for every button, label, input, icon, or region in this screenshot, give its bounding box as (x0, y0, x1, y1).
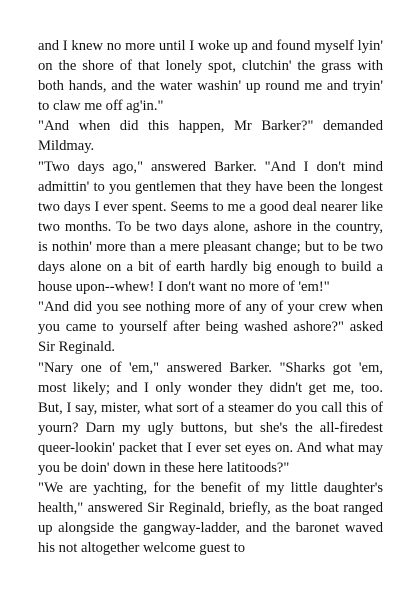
paragraph: and I knew no more until I woke up and found myself lyin' on the shore of that lonely spot, clutchin' the grass with both hands, and the water washin' up round me and tryin' to claw me off ag'in." (38, 38, 383, 115)
paragraph: "And did you see nothing more of any of your crew when you came to yourself after being washed ashore?" asked Sir Reginald. (38, 299, 383, 356)
paragraph: "We are yachting, for the benefit of my little daughter's health," answered Sir Reginald, briefly, as the boat ranged up alongside the gangway-ladder, and the baronet waved his not altogether welcome guest to (38, 480, 383, 557)
paragraph: "Two days ago," answered Barker. "And I don't mind admittin' to you gentlemen that they have been the longest two days I ever spent. Seems to me a good deal nearer like two months. To be two days alone, ashore in the country, is nothin' more than a mere pleasant change; but to be two days alone on a bit of earth hardly big enough to build a house upon--whew! I don't want no more of 'em!" (38, 158, 383, 296)
page-text (38, 36, 383, 558)
paragraph: "Nary one of 'em," answered Barker. "Sharks got 'em, most likely; and I only wonder they didn't get me, too. But, I say, mister, what sort of a steamer do you call this of yourn? Darn my ugly buttons, but she's the all-firedest queer-lookin' packet that I ever set eyes on. And what may you be doin' down in these here latitoods?" (38, 359, 383, 476)
paragraph: "And when did this happen, Mr Barker?" demanded Mildmay. (38, 118, 383, 155)
